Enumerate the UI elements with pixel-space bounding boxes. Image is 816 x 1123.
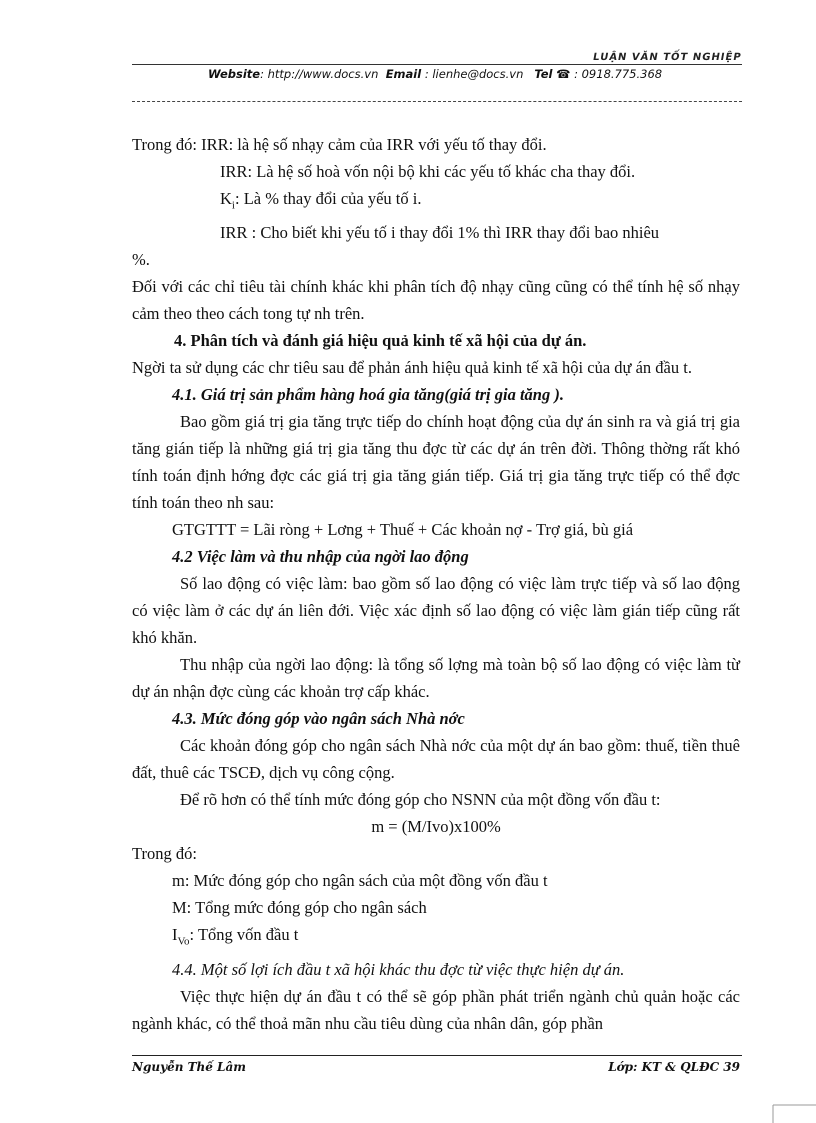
paragraph-nsnn: Để rõ hơn có thể tính mức đóng góp cho NSNN của một đồng vốn đầu t: [180, 790, 661, 810]
paragraph-sensitivity: Đối với các chỉ tiêu tài chính khác khi phân tích độ nhạy cũng cũng có thể tính hệ số nhạy cảm theo theo cách tong tự nh trên. [132, 277, 740, 324]
email-link[interactable]: : lienhe@docs.vn [421, 67, 524, 81]
website-link[interactable]: : http://www.docs.vn [260, 67, 379, 81]
footer-class-page: Lớp: KT & QLĐC 39 [608, 1060, 740, 1074]
paragraph-indicators: Ngời ta sử dụng các chr tiêu sau để phản ánh hiệu quả kinh tế xã hội của dự án đầu t. [132, 358, 692, 378]
ki-definition: $K_i$: Là % thay đổi của yếu tố i. [220, 189, 422, 212]
section-heading-4: 4. Phân tích và đánh giá hiệu quả kinh tế xã hội của dự án. [174, 331, 587, 351]
tel-label: Tel [534, 67, 553, 81]
header-rule-top [132, 64, 742, 65]
irr-definition-2: IRR: Là hệ số hoà vốn nội bộ khi các yếu tố khác cha thay đổi. [220, 162, 636, 181]
header-rule-bottom [132, 101, 742, 102]
footer-author: Nguyễn Thế Lâm [132, 1060, 246, 1074]
paragraph-value-added: Bao gồm giá trị gia tăng trực tiếp do chính hoạt động của dự án sinh ra và giá trị gia tăng gián tiếp là những giá trị gia tăng thu đợc từ các dự án trên đời. Thông thờng rất khó tính toán định hớng đợc các giá trị gia tăng gián tiếp. Giá trị gia tăng trực tiếp có thể đợc tính toán theo nh sau: [132, 412, 740, 513]
paragraph-employment: Số lao động có việc làm: bao gồm số lao động có việc làm trực tiếp và số lao động có việc làm ở các dự án liên đới. Việc xác định số lao động có việc làm gián tiếp cũng rất khó khăn. [132, 574, 740, 648]
irr-definition-3: IRR : Cho biết khi yếu tố i thay đổi 1% thì IRR thay đổi bao nhiêu [220, 223, 660, 243]
subsection-heading-4-2: 4.2 Việc làm và thu nhập của ngời lao động [172, 547, 469, 567]
definition-m: m: Mức đóng góp cho ngân sách của một đồng vốn đầu t [172, 871, 548, 891]
page-corner-lines [0, 1095, 816, 1123]
definition-ivo: $I_{Vo}$: Tổng vốn đầu t [172, 925, 299, 948]
formula-gtgttt: GTGTTT = Lãi ròng + Lơng + Thuế + Các khoản nợ - Trợ giá, bù giá [172, 520, 634, 540]
email-label: Email [385, 67, 422, 81]
subsection-heading-4-3: 4.3. Mức đóng góp vào ngân sách Nhà nớc [172, 709, 465, 729]
paragraph-where: Trong đó: [132, 844, 197, 864]
paragraph-income: Thu nhập của ngời lao động: là tổng số lợng mà toàn bộ số lao động có việc làm từ dự án nhận đợc cùng các khoản trợ cấp khác. [132, 655, 740, 702]
definition-M: M: Tổng mức đóng góp cho ngân sách [172, 898, 427, 918]
irr-definition-3-cont: %. [132, 250, 150, 270]
header-contact-line [208, 67, 662, 81]
footer-rule [132, 1055, 742, 1056]
document-body [132, 131, 740, 1037]
irr-definition-1: Trong đó: IRR: là hệ số nhạy cảm của IRR với yếu tố thay đổi. [132, 135, 547, 154]
subsection-heading-4-4: 4.4. Một số lợi ích đầu t xã hội khác thu đợc từ việc thực hiện dự án. [172, 959, 625, 979]
subsection-heading-4-1: 4.1. Giá trị sản phẩm hàng hoá gia tăng(giá trị gia tăng ). [172, 385, 564, 405]
tel-value: ☎ : 0918.775.368 [552, 67, 663, 81]
formula-m: m = (M/Ivo)x100% [371, 817, 501, 837]
header-title: LUẬN VĂN TỐT NGHIỆP [592, 52, 743, 63]
paragraph-budget: Các khoản đóng góp cho ngân sách Nhà nớc của một dự án bao gồm: thuế, tiền thuê đất, thuê các TSCĐ, dịch vụ công cộng. [132, 736, 740, 783]
website-label: Website [208, 67, 261, 81]
paragraph-other-benefits: Việc thực hiện dự án đầu t có thể sẽ góp phần phát triển ngành chủ quản hoặc các ngành khác, có thể thoả mãn nhu cầu tiêu dùng của nhân dân, góp phần [132, 986, 740, 1033]
